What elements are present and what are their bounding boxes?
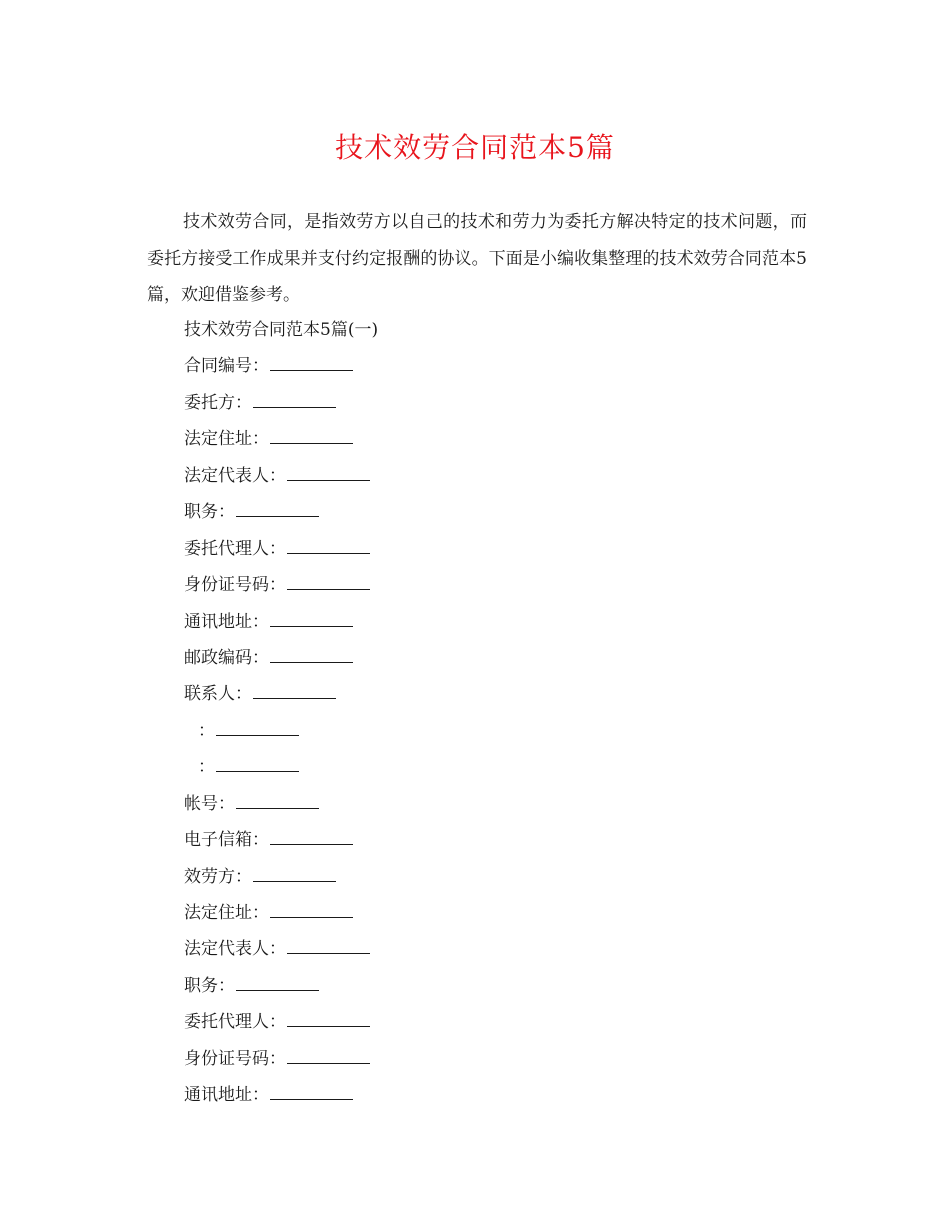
- field-label: 邮政编码：: [184, 647, 269, 668]
- fill-in-blank[interactable]: [236, 968, 319, 991]
- field-label: 法定代表人：: [184, 939, 286, 960]
- field-label: 电子信箱：: [184, 830, 269, 851]
- fill-in-blank[interactable]: [236, 494, 319, 517]
- field-label: 合同编号：: [184, 356, 269, 377]
- fill-in-blank[interactable]: [287, 531, 370, 554]
- field-row: [184, 494, 378, 530]
- field-label: 职务：: [184, 975, 235, 996]
- field-label: 帐号：: [184, 793, 235, 814]
- fill-in-blank[interactable]: [270, 604, 353, 627]
- contract-field-list: [184, 312, 378, 1114]
- field-label: 联系人：: [184, 684, 252, 705]
- field-label: 委托代理人：: [184, 538, 286, 559]
- field-row: [184, 604, 378, 640]
- fill-in-blank[interactable]: [253, 859, 336, 882]
- document-title: 技术效劳合同范本5篇: [335, 131, 615, 164]
- field-label: ：: [198, 757, 215, 778]
- field-label: ：: [198, 720, 215, 741]
- fill-in-blank[interactable]: [253, 676, 336, 699]
- field-row: [184, 1004, 378, 1040]
- field-label: 身份证号码：: [184, 1048, 286, 1069]
- field-row: [184, 458, 378, 494]
- fill-in-blank[interactable]: [270, 1077, 353, 1100]
- field-label: 委托代理人：: [184, 1012, 286, 1033]
- fill-in-blank[interactable]: [287, 1041, 370, 1064]
- field-row: [184, 822, 378, 858]
- field-row: [184, 348, 378, 384]
- fill-in-blank[interactable]: [287, 567, 370, 590]
- field-row: [184, 640, 378, 676]
- field-row: [184, 859, 378, 895]
- fill-in-blank[interactable]: [287, 931, 370, 954]
- fill-in-blank[interactable]: [216, 749, 299, 772]
- field-row: [184, 385, 378, 421]
- fill-in-blank[interactable]: [287, 1004, 370, 1027]
- fill-in-blank[interactable]: [270, 640, 353, 663]
- field-label: 通讯地址：: [184, 611, 269, 632]
- field-row: [184, 421, 378, 457]
- field-row: [184, 786, 378, 822]
- fill-in-blank[interactable]: [287, 458, 370, 481]
- field-row: [184, 676, 378, 712]
- field-row: [184, 567, 378, 603]
- section-heading: 技术效劳合同范本5篇(一): [184, 320, 379, 340]
- field-row: [184, 895, 378, 931]
- fill-in-blank[interactable]: [270, 348, 353, 371]
- field-label: 法定住址：: [184, 429, 269, 450]
- field-row: [184, 931, 378, 967]
- field-label: 职务：: [184, 502, 235, 523]
- field-label: 法定住址：: [184, 903, 269, 923]
- field-label: 委托方：: [184, 392, 252, 413]
- field-row: [184, 749, 378, 785]
- field-label: 效劳方：: [184, 866, 252, 887]
- fill-in-blank[interactable]: [270, 895, 353, 918]
- fill-in-blank[interactable]: [236, 786, 319, 809]
- field-row: [184, 1041, 378, 1077]
- intro-paragraph: 技术效劳合同，是指效劳方以自己的技术和劳力为委托方解决特定的技术问题，而委托方接受工作成果并支付约定报酬的协议。下面是小编收集整理的技术效劳合同范本5篇，欢迎借鉴参考。: [147, 212, 807, 305]
- fill-in-blank[interactable]: [270, 822, 353, 845]
- field-label: 身份证号码：: [184, 575, 286, 596]
- field-row: [184, 968, 378, 1004]
- field-label: 法定代表人：: [184, 465, 286, 486]
- fill-in-blank[interactable]: [270, 421, 353, 444]
- fill-in-blank[interactable]: [216, 713, 299, 736]
- field-label: 通讯地址：: [184, 1085, 269, 1106]
- field-row: [184, 713, 378, 749]
- field-row: [184, 531, 378, 567]
- field-row: [184, 1077, 378, 1113]
- fill-in-blank[interactable]: [253, 385, 336, 408]
